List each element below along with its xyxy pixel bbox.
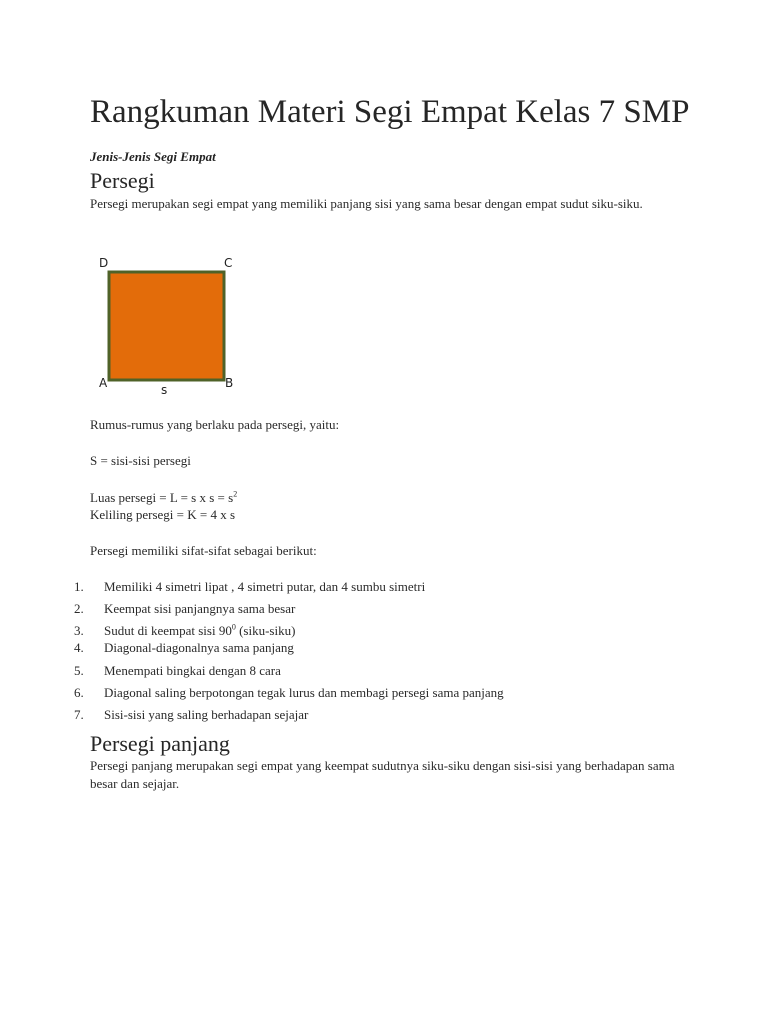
vertex-label-c: C — [224, 256, 233, 270]
list-item — [74, 578, 425, 596]
vertex-label-d: D — [99, 256, 109, 270]
list-text: Diagonal-diagonalnya sama panjang — [104, 640, 294, 655]
list-number: 4. — [74, 640, 84, 655]
square-figure — [96, 250, 246, 400]
list-number: 2. — [74, 601, 84, 616]
list-text-suffix: (siku-siku) — [235, 623, 296, 638]
list-text: Diagonal saling berpotongan tegak lurus dan membagi persegi sama panjang — [104, 685, 504, 700]
list-number: 5. — [74, 663, 84, 678]
formula-area-exponent: 2 — [233, 489, 238, 499]
list-number: 3. — [74, 623, 84, 638]
list-item — [74, 662, 281, 680]
properties-intro: Persegi memiliki sifat-sifat sebagai berikut: — [90, 543, 317, 558]
list-text: Memiliki 4 simetri lipat , 4 simetri putar, dan 4 sumbu simetri — [104, 579, 426, 594]
list-number: 1. — [74, 579, 84, 594]
formula-side: S = sisi-sisi persegi — [90, 453, 191, 468]
list-item — [74, 684, 504, 702]
list-text: Menempati bingkai dengan 8 cara — [104, 663, 281, 678]
formula-area-text: Luas persegi = L = s x s = s — [90, 490, 234, 505]
persegi-description: Persegi merupakan segi empat yang memiliki panjang sisi yang sama besar dengan empat sudut siku-siku. — [90, 196, 643, 211]
formula-intro: Rumus-rumus yang berlaku pada persegi, yaitu: — [90, 417, 340, 432]
list-number: 7. — [74, 707, 84, 722]
subheading: Jenis-Jenis Segi Empat — [90, 149, 216, 164]
list-item — [74, 622, 295, 640]
list-text: Sudut di keempat sisi 90 — [104, 623, 232, 638]
formula-area — [90, 489, 237, 507]
list-text: Sisi-sisi yang saling berhadapan sejajar — [104, 707, 309, 722]
section-heading-persegi: Persegi — [90, 168, 155, 193]
vertex-label-b: B — [225, 376, 234, 390]
list-text: Keempat sisi panjangnya sama besar — [104, 601, 296, 616]
formula-perimeter: Keliling persegi = K = 4 x s — [90, 507, 236, 522]
list-item — [74, 639, 294, 657]
vertex-label-a: A — [99, 376, 108, 390]
list-item — [74, 600, 295, 618]
document-title: Rangkuman Materi Segi Empat Kelas 7 SMP — [90, 94, 690, 130]
side-label-s: s — [161, 383, 168, 397]
list-number: 6. — [74, 685, 84, 700]
section-heading-persegi-panjang: Persegi panjang — [90, 731, 230, 756]
degree-superscript: 0 — [231, 622, 236, 632]
persegi-panjang-description: Persegi panjang merupakan segi empat yang keempat sudutnya siku-siku dengan sisi-sisi yang berhadapan sama besar dan sejajar. — [90, 758, 675, 791]
list-item — [74, 706, 308, 724]
square-shape — [109, 272, 224, 380]
